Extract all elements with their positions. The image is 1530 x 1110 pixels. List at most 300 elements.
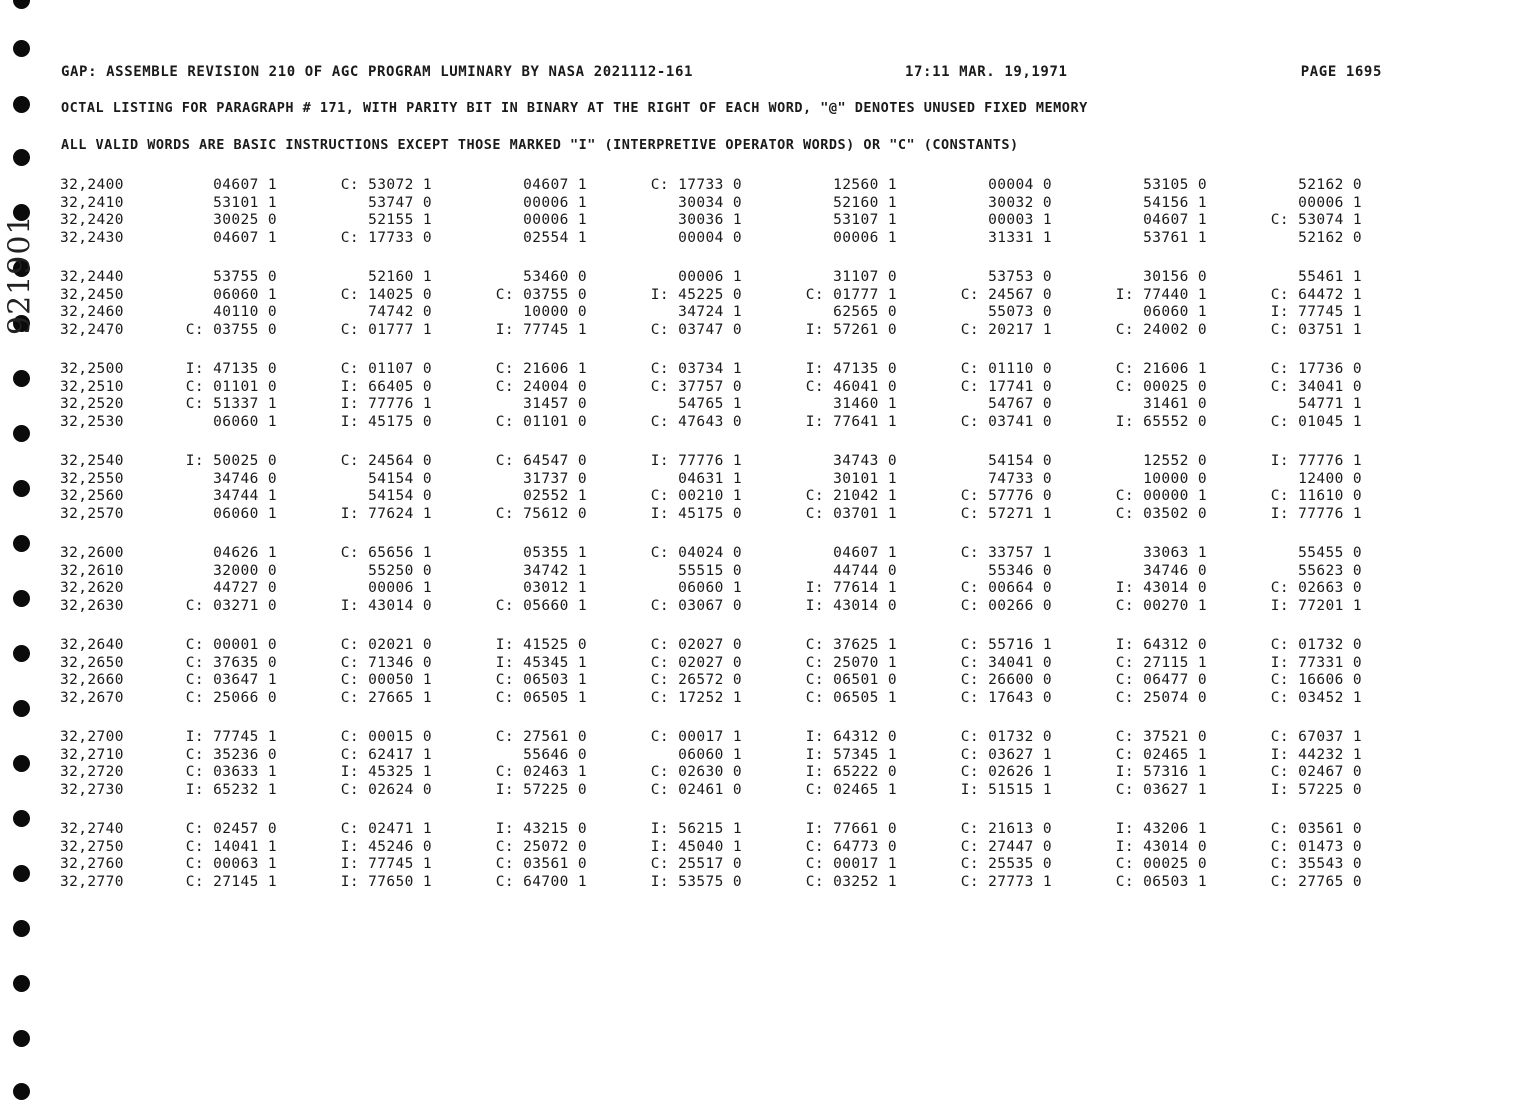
octal-word: 40110 0 <box>213 304 277 320</box>
octal-word: 54154 0 <box>988 453 1052 469</box>
octal-word: 30156 0 <box>1143 269 1207 285</box>
octal-word: C: 27665 1 <box>340 689 432 706</box>
octal-word: I: 57225 0 <box>1270 781 1362 798</box>
octal-word: 54154 0 <box>368 488 432 504</box>
sprocket-hole <box>13 1030 30 1047</box>
listing-row <box>0 839 1530 857</box>
listing-row <box>0 453 1530 471</box>
octal-word: C: 33757 1 <box>960 545 1052 561</box>
octal-word: 54765 1 <box>678 396 742 412</box>
octal-word: I: 77331 0 <box>1270 654 1362 671</box>
assembly-title: GAP: ASSEMBLE REVISION 210 OF AGC PROGRAM LUMINARY BY NASA 2021112-161 <box>61 64 694 80</box>
page-number: PAGE 1695 <box>1300 64 1382 80</box>
address: 32,2470 <box>60 321 124 338</box>
octal-word: 54767 0 <box>988 396 1052 412</box>
octal-word: C: 02663 0 <box>1270 580 1362 596</box>
octal-word: C: 24002 0 <box>1115 321 1207 338</box>
octal-word: C: 67037 1 <box>1270 729 1362 745</box>
octal-word: C: 00270 1 <box>1115 597 1207 614</box>
listing-row <box>0 230 1530 248</box>
octal-word: 00006 1 <box>523 212 587 228</box>
octal-word: I: 66405 0 <box>340 378 432 395</box>
octal-word: C: 02461 0 <box>650 781 742 798</box>
octal-word: 12552 0 <box>1143 453 1207 469</box>
sprocket-hole <box>13 920 30 937</box>
octal-word: 30034 0 <box>678 194 742 211</box>
octal-word: C: 03561 0 <box>1270 821 1362 837</box>
octal-word: I: 77745 1 <box>185 729 277 745</box>
octal-word: C: 02465 1 <box>1115 746 1207 763</box>
octal-word: 31461 0 <box>1143 396 1207 412</box>
octal-word: C: 65656 1 <box>340 545 432 561</box>
octal-word: C: 11610 0 <box>1270 488 1362 504</box>
octal-word: I: 77776 1 <box>340 396 432 412</box>
octal-word: C: 27561 0 <box>495 729 587 745</box>
octal-word: C: 24564 0 <box>340 453 432 469</box>
octal-word: C: 17741 0 <box>960 378 1052 395</box>
address: 32,2650 <box>60 654 124 671</box>
octal-word: I: 45325 1 <box>340 764 432 780</box>
octal-word: C: 21613 0 <box>960 821 1052 837</box>
octal-word: I: 77776 1 <box>1270 505 1362 522</box>
octal-word: 31331 1 <box>988 229 1052 246</box>
octal-word: 02552 1 <box>523 488 587 504</box>
listing-row <box>0 672 1530 690</box>
octal-word: C: 02471 1 <box>340 821 432 837</box>
octal-word: C: 27765 0 <box>1270 873 1362 890</box>
octal-word: 53761 1 <box>1143 229 1207 246</box>
address: 32,2660 <box>60 672 124 688</box>
octal-word: 32000 0 <box>213 562 277 579</box>
octal-word: 34743 0 <box>833 453 897 469</box>
octal-word: 34744 1 <box>213 488 277 504</box>
listing-block <box>0 177 1530 269</box>
address: 32,2600 <box>60 545 124 561</box>
octal-word: C: 55716 1 <box>960 637 1052 653</box>
octal-word: C: 01110 0 <box>960 361 1052 377</box>
octal-word: C: 01732 0 <box>1270 637 1362 653</box>
octal-word: C: 02630 0 <box>650 764 742 780</box>
octal-word: 55455 0 <box>1298 545 1362 561</box>
octal-word: 44744 0 <box>833 562 897 579</box>
octal-word: C: 01101 0 <box>495 413 587 430</box>
octal-word: C: 02465 1 <box>805 781 897 798</box>
octal-word: C: 03271 0 <box>185 597 277 614</box>
octal-word: I: 65232 1 <box>185 781 277 798</box>
listing-row <box>0 782 1530 800</box>
address: 32,2620 <box>60 580 124 596</box>
address: 32,2670 <box>60 689 124 706</box>
octal-word: 04607 1 <box>1143 212 1207 228</box>
octal-word: I: 44232 1 <box>1270 746 1362 763</box>
octal-word: C: 24567 0 <box>960 286 1052 303</box>
address: 32,2610 <box>60 562 124 579</box>
octal-word: 52160 1 <box>368 269 432 285</box>
octal-word: C: 03701 1 <box>805 505 897 522</box>
octal-word: 06060 1 <box>1143 304 1207 320</box>
octal-word: C: 25517 0 <box>650 856 742 872</box>
octal-word: C: 37625 1 <box>805 637 897 653</box>
octal-word: 31737 0 <box>523 470 587 487</box>
octal-word: C: 37521 0 <box>1115 729 1207 745</box>
listing-row <box>0 690 1530 708</box>
octal-word: C: 02626 1 <box>960 764 1052 780</box>
octal-word: C: 34041 0 <box>1270 378 1362 395</box>
octal-word: C: 03252 1 <box>805 873 897 890</box>
octal-word: C: 00001 0 <box>185 637 277 653</box>
octal-word: 55346 0 <box>988 562 1052 579</box>
octal-word: 44727 0 <box>213 580 277 596</box>
octal-word: C: 14041 1 <box>185 838 277 855</box>
address: 32,2500 <box>60 361 124 377</box>
octal-word: C: 00210 1 <box>650 488 742 504</box>
octal-word: I: 77745 1 <box>495 321 587 338</box>
listing-row <box>0 396 1530 414</box>
octal-word: C: 04024 0 <box>650 545 742 561</box>
octal-word: 10000 0 <box>1143 470 1207 487</box>
octal-word: C: 02021 0 <box>340 637 432 653</box>
octal-word: 04607 1 <box>833 545 897 561</box>
octal-word: C: 03755 0 <box>495 286 587 303</box>
listing-row <box>0 545 1530 563</box>
sprocket-hole <box>13 149 30 166</box>
octal-word: I: 45175 0 <box>340 413 432 430</box>
octal-word: C: 03452 1 <box>1270 689 1362 706</box>
listing-block <box>0 361 1530 453</box>
octal-word: 06060 1 <box>213 413 277 430</box>
octal-word: C: 27773 1 <box>960 873 1052 890</box>
octal-word: C: 21606 1 <box>1115 361 1207 377</box>
listing-block <box>0 821 1530 913</box>
address: 32,2430 <box>60 229 124 246</box>
octal-word: I: 77776 1 <box>650 453 742 469</box>
listing-row <box>0 655 1530 673</box>
assembly-timestamp: 17:11 MAR. 19,1971 <box>905 64 1068 80</box>
octal-word: C: 01473 0 <box>1270 838 1362 855</box>
octal-word: 55461 1 <box>1298 269 1362 285</box>
octal-word: 55250 0 <box>368 562 432 579</box>
octal-word: C: 16606 0 <box>1270 672 1362 688</box>
octal-word: I: 43014 0 <box>1115 580 1207 596</box>
octal-word: I: 64312 0 <box>805 729 897 745</box>
octal-word: I: 77745 1 <box>1270 304 1362 320</box>
listing-row <box>0 563 1530 581</box>
octal-word: C: 03747 0 <box>650 321 742 338</box>
octal-word: C: 25070 1 <box>805 654 897 671</box>
octal-word: 04607 1 <box>213 229 277 246</box>
octal-word: C: 03627 1 <box>1115 781 1207 798</box>
octal-word: 31457 0 <box>523 396 587 412</box>
octal-word: C: 20217 1 <box>960 321 1052 338</box>
octal-word: C: 71346 0 <box>340 654 432 671</box>
address: 32,2400 <box>60 177 124 193</box>
octal-word: C: 37757 0 <box>650 378 742 395</box>
octal-word: C: 64547 0 <box>495 453 587 469</box>
address: 32,2760 <box>60 856 124 872</box>
address: 32,2510 <box>60 378 124 395</box>
octal-word: I: 57225 0 <box>495 781 587 798</box>
octal-word: 04631 1 <box>678 470 742 487</box>
octal-word: C: 25072 0 <box>495 838 587 855</box>
listing-row <box>0 506 1530 524</box>
octal-word: I: 57345 1 <box>805 746 897 763</box>
octal-word: C: 06477 0 <box>1115 672 1207 688</box>
listing-row <box>0 488 1530 506</box>
octal-word: 04607 1 <box>523 177 587 193</box>
octal-word: C: 51337 1 <box>185 396 277 412</box>
octal-word: I: 56215 1 <box>650 821 742 837</box>
octal-word: C: 17643 0 <box>960 689 1052 706</box>
octal-word: 30101 1 <box>833 470 897 487</box>
sprocket-hole <box>13 96 30 113</box>
octal-word: I: 77624 1 <box>340 505 432 522</box>
octal-word: C: 02463 1 <box>495 764 587 780</box>
octal-word: 00004 0 <box>988 177 1052 193</box>
address: 32,2720 <box>60 764 124 780</box>
header-line-3: ALL VALID WORDS ARE BASIC INSTRUCTIONS EXCEPT THOSE MARKED "I" (INTERPRETIVE OPERATOR WORDS) OR "C" (CONSTANTS) <box>61 137 1019 153</box>
listing-block <box>0 729 1530 821</box>
octal-word: I: 43014 0 <box>340 597 432 614</box>
octal-word: C: 47643 0 <box>650 413 742 430</box>
octal-word: I: 51515 1 <box>960 781 1052 798</box>
octal-word: C: 53072 1 <box>340 177 432 193</box>
listing-block <box>0 453 1530 545</box>
address: 32,2750 <box>60 838 124 855</box>
margin-stamp: 921901 <box>2 214 38 336</box>
octal-word: C: 01107 0 <box>340 361 432 377</box>
octal-word: I: 45175 0 <box>650 505 742 522</box>
octal-word: I: 77776 1 <box>1270 453 1362 469</box>
octal-word: I: 64312 0 <box>1115 637 1207 653</box>
octal-word: C: 01045 1 <box>1270 413 1362 430</box>
octal-word: C: 00266 0 <box>960 597 1052 614</box>
octal-word: I: 45246 0 <box>340 838 432 855</box>
listing-row <box>0 269 1530 287</box>
octal-word: C: 24004 0 <box>495 378 587 395</box>
octal-word: C: 27115 1 <box>1115 654 1207 671</box>
octal-word: I: 43014 0 <box>805 597 897 614</box>
octal-word: C: 03561 0 <box>495 856 587 872</box>
octal-word: 30032 0 <box>988 194 1052 211</box>
listing-row <box>0 322 1530 340</box>
octal-word: 00006 1 <box>678 269 742 285</box>
octal-word: C: 26572 0 <box>650 672 742 688</box>
listing-row <box>0 580 1530 598</box>
octal-word: C: 46041 0 <box>805 378 897 395</box>
octal-word: C: 64773 0 <box>805 838 897 855</box>
listing-row <box>0 821 1530 839</box>
listing-row <box>0 598 1530 616</box>
octal-word: C: 57271 1 <box>960 505 1052 522</box>
octal-word: C: 02457 0 <box>185 821 277 837</box>
sprocket-hole <box>13 40 30 57</box>
listing-row <box>0 414 1530 432</box>
octal-word: I: 77650 1 <box>340 873 432 890</box>
listing-row <box>0 177 1530 195</box>
octal-word: 30025 0 <box>213 212 277 228</box>
octal-word: C: 02027 0 <box>650 637 742 653</box>
octal-word: C: 06501 0 <box>805 672 897 688</box>
octal-word: C: 25074 0 <box>1115 689 1207 706</box>
octal-word: C: 53074 1 <box>1270 212 1362 228</box>
octal-word: 34724 1 <box>678 304 742 320</box>
octal-word: C: 03755 0 <box>185 321 277 338</box>
octal-word: 00006 1 <box>368 580 432 596</box>
octal-word: 54156 1 <box>1143 194 1207 211</box>
octal-word: 10000 0 <box>523 304 587 320</box>
octal-word: I: 45040 1 <box>650 838 742 855</box>
listing-row <box>0 287 1530 305</box>
octal-word: C: 02467 0 <box>1270 764 1362 780</box>
listing-row <box>0 764 1530 782</box>
octal-word: I: 47135 0 <box>185 361 277 377</box>
octal-word: C: 00063 1 <box>185 856 277 872</box>
octal-word: C: 27145 1 <box>185 873 277 890</box>
octal-word: C: 21606 1 <box>495 361 587 377</box>
sprocket-hole <box>13 0 30 9</box>
octal-word: I: 65552 0 <box>1115 413 1207 430</box>
octal-word: 53101 1 <box>213 194 277 211</box>
listing-block <box>0 545 1530 637</box>
octal-word: 30036 1 <box>678 212 742 228</box>
octal-word: C: 03627 1 <box>960 746 1052 763</box>
octal-word: 55515 0 <box>678 562 742 579</box>
octal-word: I: 57316 1 <box>1115 764 1207 780</box>
octal-word: 00006 1 <box>833 229 897 246</box>
octal-word: 53753 0 <box>988 269 1052 285</box>
octal-word: 34746 0 <box>1143 562 1207 579</box>
address: 32,2640 <box>60 637 124 653</box>
octal-word: C: 26600 0 <box>960 672 1052 688</box>
octal-word: 53107 1 <box>833 212 897 228</box>
listing-row <box>0 747 1530 765</box>
octal-word: C: 35543 0 <box>1270 856 1362 872</box>
octal-word: C: 35236 0 <box>185 746 277 763</box>
octal-word: 05355 1 <box>523 545 587 561</box>
octal-word: C: 62417 1 <box>340 746 432 763</box>
octal-word: C: 06505 1 <box>805 689 897 706</box>
listing-row <box>0 471 1530 489</box>
octal-word: I: 43215 0 <box>495 821 587 837</box>
octal-word: 06060 1 <box>678 746 742 763</box>
octal-word: C: 03741 0 <box>960 413 1052 430</box>
address: 32,2460 <box>60 304 124 320</box>
address: 32,2420 <box>60 212 124 228</box>
octal-word: 00004 0 <box>678 229 742 246</box>
octal-word: 00003 1 <box>988 212 1052 228</box>
octal-word: 55646 0 <box>523 746 587 763</box>
octal-word: I: 77745 1 <box>340 856 432 872</box>
octal-word: C: 17733 0 <box>650 177 742 193</box>
octal-word: I: 77661 0 <box>805 821 897 837</box>
octal-word: C: 00050 1 <box>340 672 432 688</box>
address: 32,2540 <box>60 453 124 469</box>
listing-row <box>0 874 1530 892</box>
address: 32,2630 <box>60 597 124 614</box>
octal-word: C: 00017 1 <box>805 856 897 872</box>
octal-word: C: 00017 1 <box>650 729 742 745</box>
octal-word: 52160 1 <box>833 194 897 211</box>
octal-word: C: 34041 0 <box>960 654 1052 671</box>
address: 32,2560 <box>60 488 124 504</box>
octal-word: 52155 1 <box>368 212 432 228</box>
address: 32,2770 <box>60 873 124 890</box>
octal-word: C: 03502 0 <box>1115 505 1207 522</box>
octal-word: 54771 1 <box>1298 396 1362 412</box>
octal-word: C: 25066 0 <box>185 689 277 706</box>
octal-word: 53105 0 <box>1143 177 1207 193</box>
octal-word: C: 06505 1 <box>495 689 587 706</box>
listing-row <box>0 361 1530 379</box>
octal-word: C: 17736 0 <box>1270 361 1362 377</box>
octal-word: C: 01101 0 <box>185 378 277 395</box>
address: 32,2710 <box>60 746 124 763</box>
octal-word: C: 01777 1 <box>340 321 432 338</box>
listing-row <box>0 304 1530 322</box>
octal-word: 04626 1 <box>213 545 277 561</box>
address: 32,2520 <box>60 396 124 412</box>
octal-word: I: 53575 0 <box>650 873 742 890</box>
listing-row <box>0 637 1530 655</box>
octal-word: I: 45345 1 <box>495 654 587 671</box>
octal-word: 34746 0 <box>213 470 277 487</box>
octal-word: 52162 0 <box>1298 229 1362 246</box>
header-line-2: OCTAL LISTING FOR PARAGRAPH # 171, WITH PARITY BIT IN BINARY AT THE RIGHT OF EACH WORD, "@" DENOTES UNUSED FIXED MEMORY <box>61 100 1088 116</box>
octal-word: C: 37635 0 <box>185 654 277 671</box>
octal-word: C: 00015 0 <box>340 729 432 745</box>
octal-word: C: 17252 1 <box>650 689 742 706</box>
address: 32,2530 <box>60 413 124 430</box>
listing-row <box>0 212 1530 230</box>
octal-word: 06060 1 <box>213 505 277 522</box>
octal-word: C: 01777 1 <box>805 286 897 303</box>
octal-word: C: 01732 0 <box>960 729 1052 745</box>
octal-word: C: 17733 0 <box>340 229 432 246</box>
listing-block <box>0 637 1530 729</box>
octal-word: 54154 0 <box>368 470 432 487</box>
listing-row <box>0 856 1530 874</box>
listing-block <box>0 269 1530 361</box>
octal-word: I: 57261 0 <box>805 321 897 338</box>
address: 32,2450 <box>60 286 124 303</box>
address: 32,2570 <box>60 505 124 522</box>
octal-word: I: 65222 0 <box>805 764 897 780</box>
octal-word: 55623 0 <box>1298 562 1362 579</box>
octal-word: 62565 0 <box>833 304 897 320</box>
sprocket-hole <box>13 1083 30 1100</box>
address: 32,2550 <box>60 470 124 487</box>
octal-word: C: 00025 0 <box>1115 856 1207 872</box>
octal-word: C: 75612 0 <box>495 505 587 522</box>
octal-word: 12400 0 <box>1298 470 1362 487</box>
octal-word: 55073 0 <box>988 304 1052 320</box>
octal-word: C: 57776 0 <box>960 488 1052 504</box>
octal-word: I: 41525 0 <box>495 637 587 653</box>
octal-word: C: 06503 1 <box>1115 873 1207 890</box>
octal-word: C: 03647 1 <box>185 672 277 688</box>
octal-word: 33063 1 <box>1143 545 1207 561</box>
octal-word: C: 64472 1 <box>1270 286 1362 303</box>
octal-word: C: 03734 1 <box>650 361 742 377</box>
octal-word: 06060 1 <box>213 286 277 303</box>
octal-word: C: 02624 0 <box>340 781 432 798</box>
octal-word: C: 05660 1 <box>495 597 587 614</box>
octal-word: C: 02027 0 <box>650 654 742 671</box>
octal-word: I: 77614 1 <box>805 580 897 596</box>
listing-row <box>0 379 1530 397</box>
octal-word: 04607 1 <box>213 177 277 193</box>
octal-word: C: 14025 0 <box>340 286 432 303</box>
